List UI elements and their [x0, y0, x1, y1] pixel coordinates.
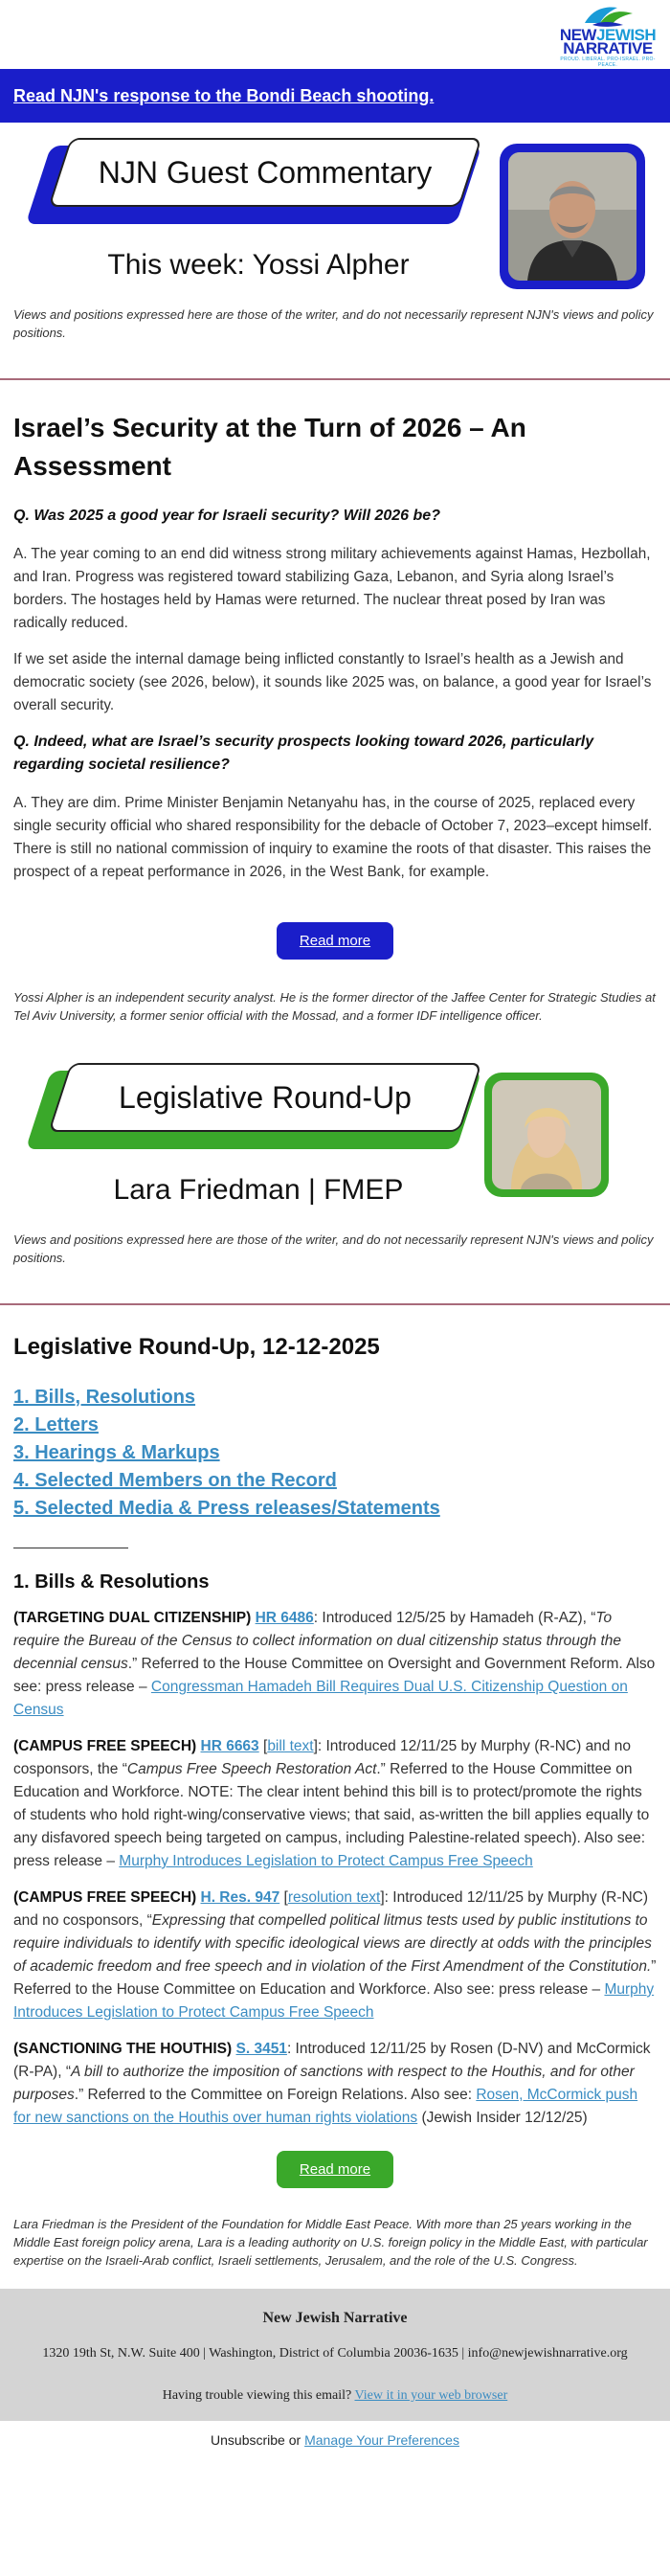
- guest-article: [0, 409, 670, 960]
- toc-members[interactable]: 4. Selected Members on the Record: [13, 1470, 337, 1491]
- logo-narrative: NARRATIVE: [563, 39, 653, 57]
- legis-disclaimer: Views and positions expressed here are those of the writer, and do not necessarily represent NJN's views and policy positions.: [13, 1232, 654, 1265]
- author-photo-frame: [500, 144, 645, 289]
- press-release-link[interactable]: Congressman Hamadeh Bill Requires Dual U.S. Citizenship Question on Census: [13, 1679, 628, 1718]
- entry-category: (CAMPUS FREE SPEECH): [13, 1738, 197, 1754]
- news-article-link[interactable]: Rosen, McCormick push for new sanctions on the Houthis over human rights violations: [13, 2087, 638, 2126]
- article-answer-1: A. The year coming to an end did witness strong military achievements against Hamas, Hezbollah, and Iran. Progress was registered toward stabilizing Gaza, Lebanon, and Syria along Israel’s borders. The hostages held by Hamas were returned. The nuclear threat posed by Iran was radically reduced.: [13, 546, 651, 631]
- toc-media[interactable]: 5. Selected Media & Press releases/Statements: [13, 1498, 440, 1519]
- section-divider: [0, 378, 670, 380]
- article-question-2: Q. Indeed, what are Israel’s security prospects looking toward 2026, particularly regarding societal resilience?: [13, 734, 594, 773]
- footer: [0, 2289, 670, 2421]
- legislative-banner: [0, 1061, 670, 1229]
- trouble-viewing: Having trouble viewing this email? View it in your web browser: [162, 2388, 508, 2403]
- read-more-roundup-button[interactable]: Read more: [277, 2151, 393, 2188]
- view-in-browser-link[interactable]: View it in your web browser: [354, 2388, 508, 2403]
- toc-bills[interactable]: 1. Bills, Resolutions: [13, 1387, 196, 1408]
- banner-subtitle: Lara Friedman | FMEP: [113, 1174, 404, 1206]
- footer-org: New Jewish Narrative: [262, 2310, 408, 2326]
- author-photo-frame: [484, 1073, 609, 1197]
- banner-title: Legislative Round-Up: [119, 1079, 412, 1115]
- banner-subtitle: This week: Yossi Alpher: [107, 249, 410, 281]
- article-title: Israel’s Security at the Turn of 2026 – An Assessment: [13, 413, 526, 481]
- header: [0, 0, 670, 69]
- unsubscribe-bar: Unsubscribe or Manage Your Preferences: [211, 2432, 459, 2448]
- logo-new: NEW: [559, 26, 596, 44]
- section-heading: 1. Bills & Resolutions: [13, 1571, 210, 1593]
- logo-jewish: JEWISH: [595, 26, 657, 44]
- footer-address: 1320 19th St, N.W. Suite 400 | Washington, District of Columbia 20036-1635 | info@newjewishnarrative.org: [42, 2346, 628, 2361]
- article-question-1: Q. Was 2025 a good year for Israeli security? Will 2026 be?: [13, 508, 440, 524]
- bill-link[interactable]: S. 3451: [235, 2041, 287, 2057]
- bill-entry: (SANCTIONING THE HOUTHIS) S. 3451: Introduced 12/11/25 by Rosen (D-NV) and McCormick (R-PA), “A bill to authorize the imposition of sanctions with respect to the Houthis, and for other purposes.” Referred to the Committee on Foreign Relations. Also see: Rosen, McCormick push for new sanctions on the Houthis over human rights violations (Jewish Insider 12/12/25): [13, 2041, 651, 2126]
- bill-entry: (TARGETING DUAL CITIZENSHIP) HR 6486: Introduced 12/5/25 by Hamadeh (R-AZ), “To require the Bureau of the Census to collect information on dual citizenship status through the decennial census.” Referred to the House Committee on Oversight and Government Reform. Also see: press release – Congressman Hamadeh Bill Requires Dual U.S. Citizenship Question on Census: [13, 1610, 656, 1718]
- roundup-toc: [13, 1384, 657, 1523]
- toc-letters[interactable]: 2. Letters: [13, 1414, 99, 1435]
- entry-category: (TARGETING DUAL CITIZENSHIP): [13, 1610, 252, 1626]
- guest-commentary-banner: [0, 136, 670, 304]
- bill-link[interactable]: HR 6486: [255, 1610, 314, 1626]
- alert-bar: [0, 69, 670, 123]
- section-divider: [0, 1303, 670, 1305]
- bondi-response-link[interactable]: Read NJN's response to the Bondi Beach shooting.: [13, 85, 435, 105]
- press-release-link[interactable]: Murphy Introduces Legislation to Protect Campus Free Speech: [13, 1981, 655, 2021]
- banner-title: NJN Guest Commentary: [98, 154, 433, 190]
- bill-link[interactable]: HR 6663: [200, 1738, 259, 1754]
- toc-hearings[interactable]: 3. Hearings & Markups: [13, 1442, 220, 1463]
- author-bio: Yossi Alpher is an independent security analyst. He is the former director of the Jaffee Center for Strategic Studies at Tel Aviv University, a former senior official with the Mossad, and a former IDF intelligence officer.: [13, 990, 656, 1023]
- bill-text-link[interactable]: bill text: [267, 1738, 314, 1754]
- roundup-title: Legislative Round-Up, 12-12-2025: [13, 1334, 380, 1360]
- entry-category: (SANCTIONING THE HOUTHIS): [13, 2041, 233, 2057]
- author-bio: Lara Friedman is the President of the Foundation for Middle East Peace. With more than 25 years working in the Middle East foreign policy arena, Lara is a leading authority on U.S. foreign policy in the Middle East, with particular expertise on the Israeli-Arab conflict, Israeli settlements, Jerusalem, and the role of the U.S. Congress.: [13, 2217, 648, 2268]
- guest-disclaimer: Views and positions expressed here are those of the writer, and do not necessarily represent NJN's views and policy positions.: [13, 307, 654, 340]
- author-photo: [508, 152, 636, 281]
- njn-logo[interactable]: [555, 4, 660, 68]
- bill-link[interactable]: H. Res. 947: [200, 1889, 280, 1906]
- article-answer-2: A. They are dim. Prime Minister Benjamin Netanyahu has, in the course of 2025, replaced every single security official who shared responsibility for the debacle of October 7, 2023–except himself. There is still no national commission of inquiry to examine the roots of that disaster. This raises the prospect of a repeat performance in 2026, in the West Bank, for example.: [13, 795, 653, 880]
- unsubscribe-link[interactable]: Unsubscribe: [211, 2432, 285, 2448]
- press-release-link[interactable]: Murphy Introduces Legislation to Protect Campus Free Speech: [119, 1853, 533, 1869]
- article-answer-1b: If we set aside the internal damage being inflicted constantly to Israel’s health as a Jewish and democratic society (see 2026, below), it sounds like 2025 was, on balance, a good year for Israel’s overall security.: [13, 651, 652, 713]
- author-photo: [492, 1080, 601, 1189]
- read-more-article-button[interactable]: Read more: [277, 922, 393, 960]
- roundup-section: [0, 1334, 670, 2188]
- manage-preferences-link[interactable]: Manage Your Preferences: [304, 2432, 459, 2448]
- entry-category: (CAMPUS FREE SPEECH): [13, 1889, 197, 1906]
- resolution-text-link[interactable]: resolution text: [287, 1889, 381, 1906]
- bill-entry: (CAMPUS FREE SPEECH) HR 6663 [bill text]: Introduced 12/11/25 by Murphy (R-NC) and no cosponsors, the “Campus Free Speech Restoration Act.” Referred to the House Committee on Education and Workforce. NOTE: The clear intent behind this bill is to protect/promote the rights of students who hold right-wing/conservative views; that said, as-written the bill applies equally to any disfavored speech being targeted on campus, including Palestine-related speech). Also see: press release – Murphy Introduces Legislation to Protect Campus Free Speech: [13, 1738, 650, 1869]
- bill-entry: (CAMPUS FREE SPEECH) H. Res. 947 [resolution text]: Introduced 12/11/25 by Murphy (R-NC) and no cosponsors, “Expressing that compelled political litmus tests used by public institutions to require individuals to identify with specific ideological views are directly at odds with the principles of academic freedom and free speech and in violation of the First Amendment of the Constitution.” Referred to the House Committee on Education and Workforce. Also see: press release – Murphy Introduces Legislation to Protect Campus Free Speech: [13, 1889, 657, 2021]
- logo-tagline: PROUD. LIBERAL. PRO-ISRAEL. PRO-PEACE.: [560, 56, 656, 68]
